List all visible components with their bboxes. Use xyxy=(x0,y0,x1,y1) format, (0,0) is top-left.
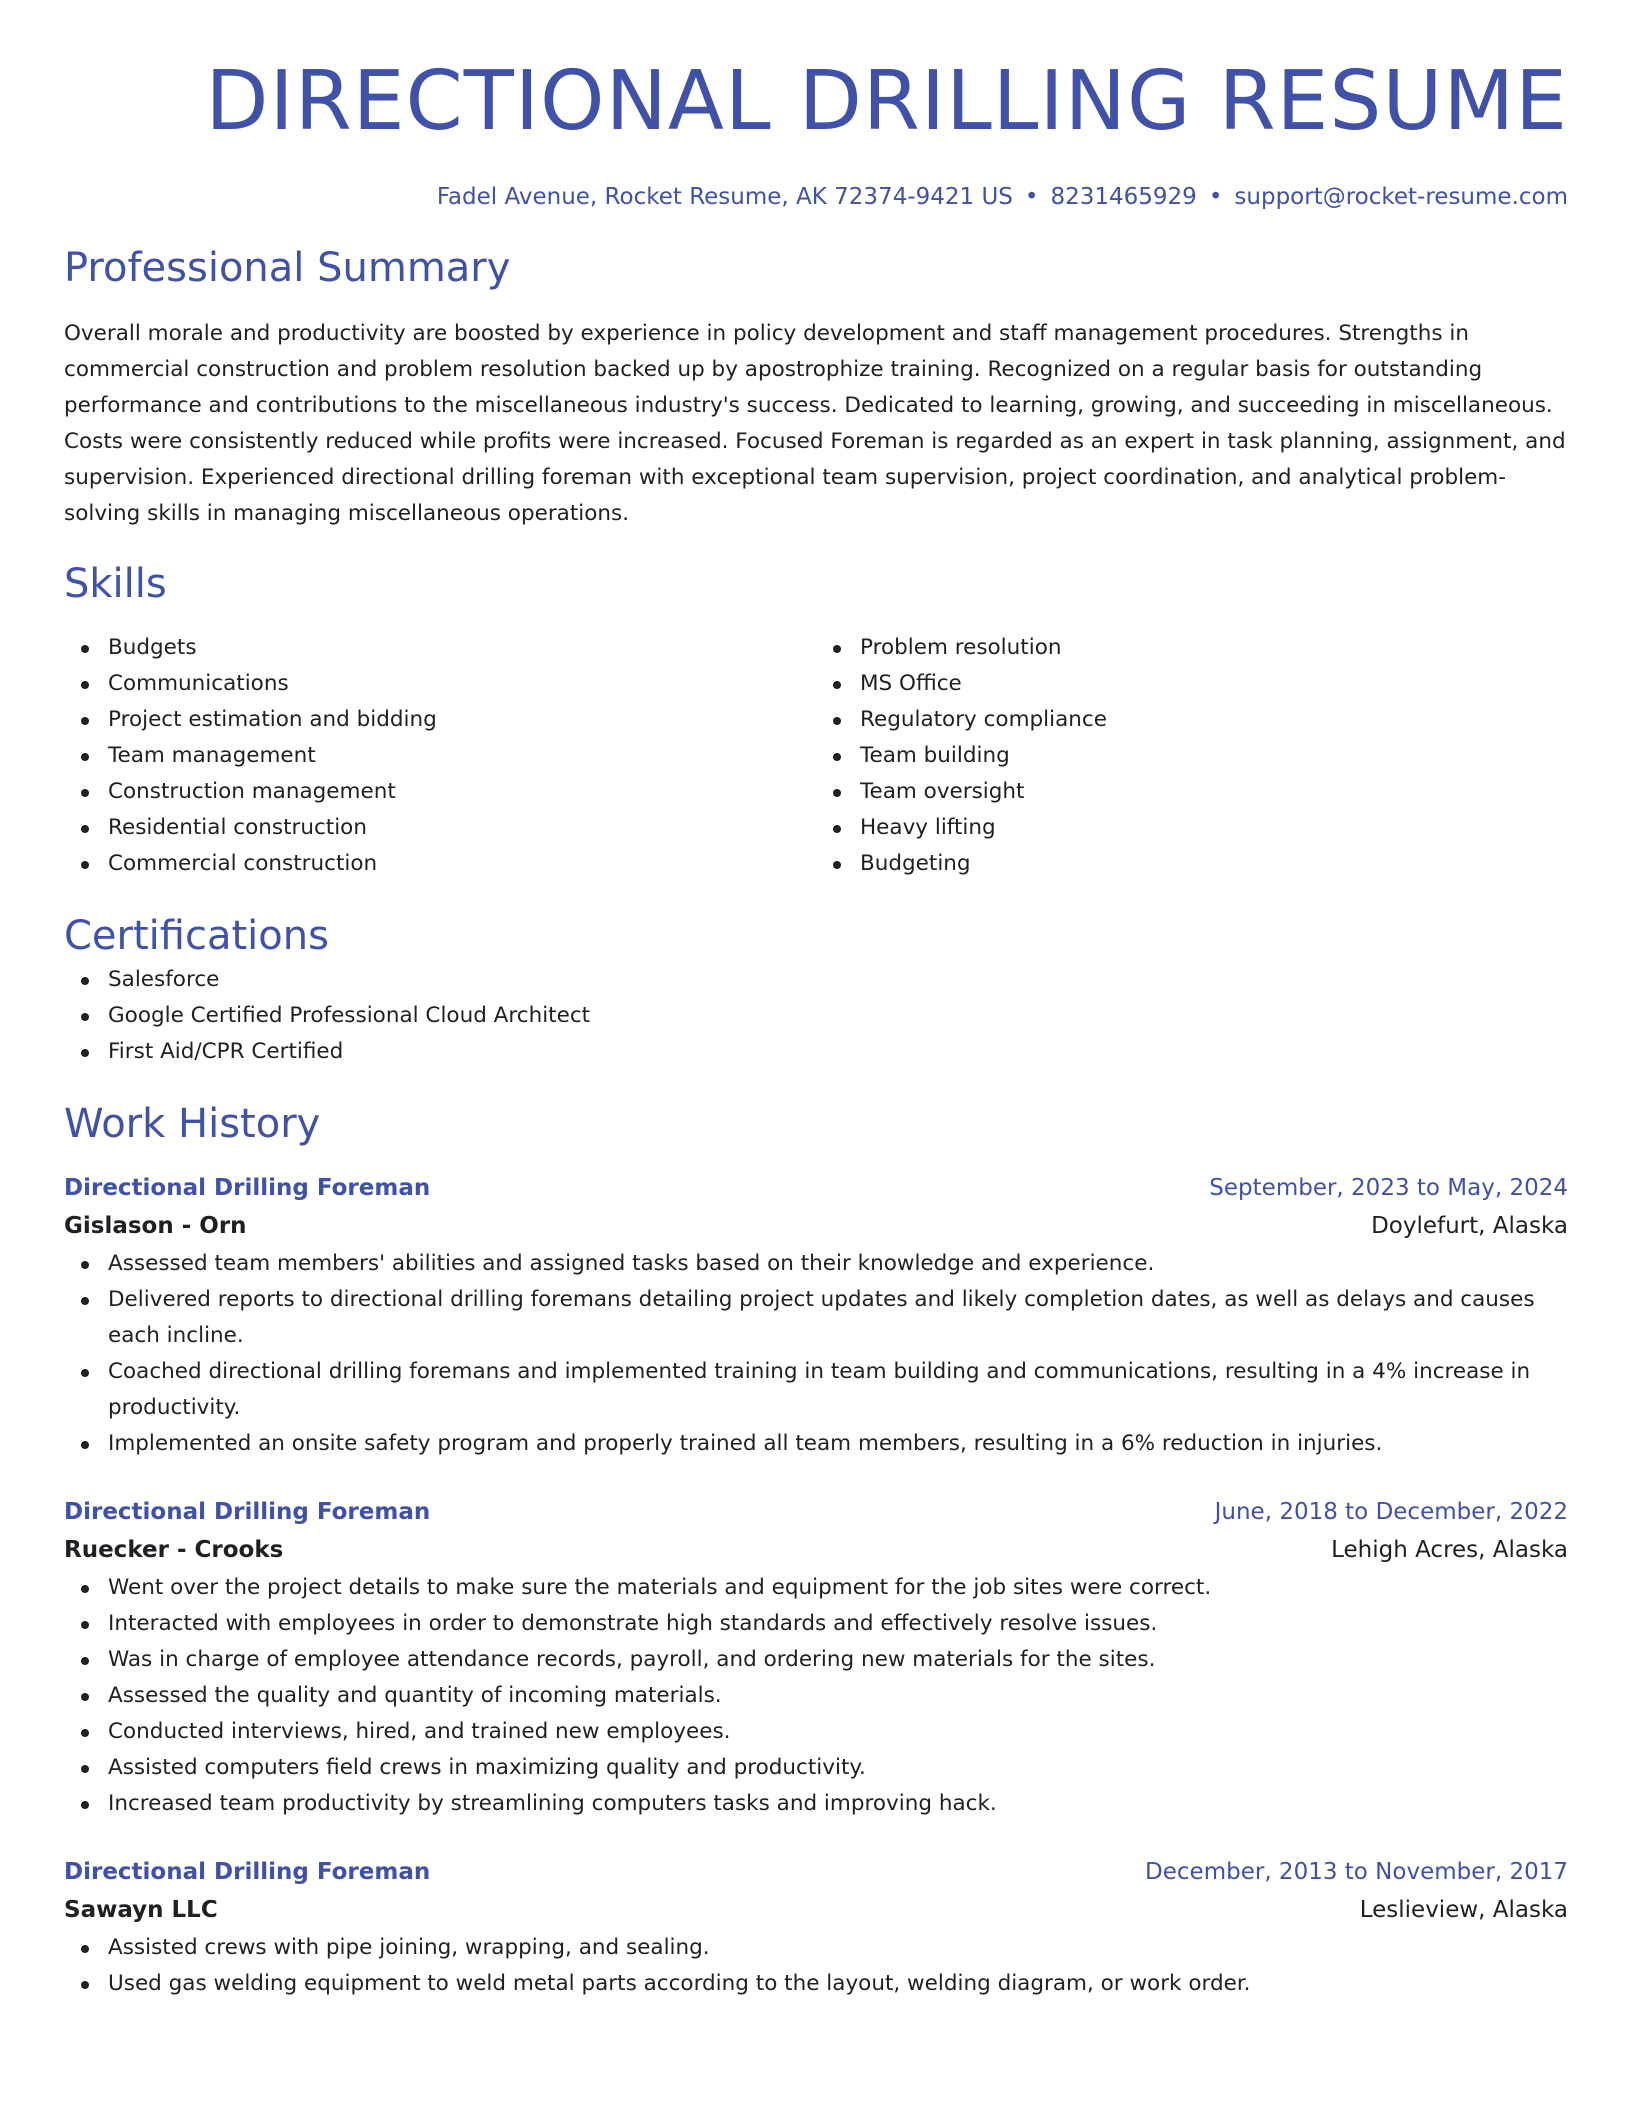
job-bullet: Delivered reports to directional drilling foremans detailing project updates and likely completion dates, as well as delays and causes each incline. xyxy=(108,1282,1568,1354)
job-company: Gislason - Orn xyxy=(64,1213,247,1239)
skill-item: Construction management xyxy=(108,774,816,810)
skill-item: MS Office xyxy=(860,666,1568,702)
job-location: Leslieview, Alaska xyxy=(1359,1897,1568,1923)
job-bullet: Used gas welding equipment to weld metal parts according to the layout, welding diagram, or work order. xyxy=(108,1966,1568,2002)
job-bullet: Went over the project details to make sure the materials and equipment for the job sites were correct. xyxy=(108,1570,1568,1606)
job-header-row xyxy=(64,1854,1568,1890)
job-company: Ruecker - Crooks xyxy=(64,1537,284,1563)
contact-email: support@rocket-resume.com xyxy=(1234,184,1568,210)
job-title: Directional Drilling Foreman xyxy=(64,1859,431,1885)
job-bullets xyxy=(64,1930,1568,2002)
job-bullet: Increased team productivity by streamlining computers tasks and improving hack. xyxy=(108,1786,1568,1822)
job-bullet: Assessed the quality and quantity of incoming materials. xyxy=(108,1678,1568,1714)
skill-item: Team building xyxy=(860,738,1568,774)
job-bullet: Interacted with employees in order to demonstrate high standards and effectively resolve issues. xyxy=(108,1606,1568,1642)
job-title: Directional Drilling Foreman xyxy=(64,1175,431,1201)
job-bullet: Implemented an onsite safety program and properly trained all team members, resulting in a 6% reduction in injuries. xyxy=(108,1426,1568,1462)
job-company-row xyxy=(64,1530,1568,1570)
skill-item: Communications xyxy=(108,666,816,702)
job-bullets xyxy=(64,1246,1568,1462)
contact-separator: • xyxy=(1024,184,1039,210)
skill-item: Heavy lifting xyxy=(860,810,1568,846)
job-header-row xyxy=(64,1494,1568,1530)
job-bullet: Was in charge of employee attendance records, payroll, and ordering new materials for the sites. xyxy=(108,1642,1568,1678)
certifications-heading: Certifications xyxy=(64,913,329,959)
job-bullets xyxy=(64,1570,1568,1822)
job-dates: June, 2018 to December, 2022 xyxy=(1214,1499,1568,1525)
contact-address: Fadel Avenue, Rocket Resume, AK 72374-9421 US xyxy=(436,184,1013,210)
skill-item: Residential construction xyxy=(108,810,816,846)
contact-line xyxy=(64,182,1568,212)
skill-item: Budgets xyxy=(108,630,816,666)
skill-item: Project estimation and bidding xyxy=(108,702,816,738)
summary-text: Overall morale and productivity are boosted by experience in policy development and staff management procedures. Strengths in commercial construction and problem resolution backed up by apostrophize training. Recognized on a regular basis for outstanding performance and contributions to the miscellaneous industry's success. Dedicated to learning, growing, and succeeding in miscellaneous. Costs were consistently reduced while profits were increased. Focused Foreman is regarded as an expert in task planning, assignment, and supervision. Experienced directional drilling foreman with exceptional team supervision, project coordination, and analytical problem-solving skills in managing miscellaneous operations. xyxy=(64,321,1566,526)
job-bullet: Assisted computers field crews in maximizing quality and productivity. xyxy=(108,1750,1568,1786)
job-title: Directional Drilling Foreman xyxy=(64,1499,431,1525)
work-history-heading: Work History xyxy=(64,1101,321,1147)
job-company-row xyxy=(64,1206,1568,1246)
skill-item: Team management xyxy=(108,738,816,774)
job-company-row xyxy=(64,1890,1568,1930)
contact-phone: 8231465929 xyxy=(1050,184,1197,210)
job-company: Sawayn LLC xyxy=(64,1897,218,1923)
resume-title: DIRECTIONAL DRILLING RESUME xyxy=(205,54,1568,149)
skill-item: Problem resolution xyxy=(860,630,1568,666)
job-entry xyxy=(64,1494,1568,1822)
skills-list-left xyxy=(64,630,816,882)
skill-item: Budgeting xyxy=(860,846,1568,882)
job-dates: September, 2023 to May, 2024 xyxy=(1209,1175,1568,1201)
skills-columns xyxy=(64,630,1568,882)
job-dates: December, 2013 to November, 2017 xyxy=(1145,1859,1568,1885)
job-bullet: Assessed team members' abilities and assigned tasks based on their knowledge and experience. xyxy=(108,1246,1568,1282)
summary-heading: Professional Summary xyxy=(64,245,511,291)
skills-list-right xyxy=(816,630,1568,882)
job-location: Doylefurt, Alaska xyxy=(1371,1213,1568,1239)
certification-item: Google Certified Professional Cloud Architect xyxy=(108,998,1568,1034)
job-entry xyxy=(64,1854,1568,2002)
job-bullet: Coached directional drilling foremans and implemented training in team building and communications, resulting in a 4% increase in productivity. xyxy=(108,1354,1568,1426)
contact-separator: • xyxy=(1208,184,1223,210)
job-location: Lehigh Acres, Alaska xyxy=(1331,1537,1568,1563)
skill-item: Commercial construction xyxy=(108,846,816,882)
skills-heading: Skills xyxy=(64,561,167,607)
certification-item: Salesforce xyxy=(108,962,1568,998)
skill-item: Team oversight xyxy=(860,774,1568,810)
job-bullet: Conducted interviews, hired, and trained new employees. xyxy=(108,1714,1568,1750)
job-entry xyxy=(64,1170,1568,1462)
certification-item: First Aid/CPR Certified xyxy=(108,1034,1568,1070)
job-header-row xyxy=(64,1170,1568,1206)
certifications-list xyxy=(64,962,1568,1070)
job-bullet: Assisted crews with pipe joining, wrapping, and sealing. xyxy=(108,1930,1568,1966)
skill-item: Regulatory compliance xyxy=(860,702,1568,738)
